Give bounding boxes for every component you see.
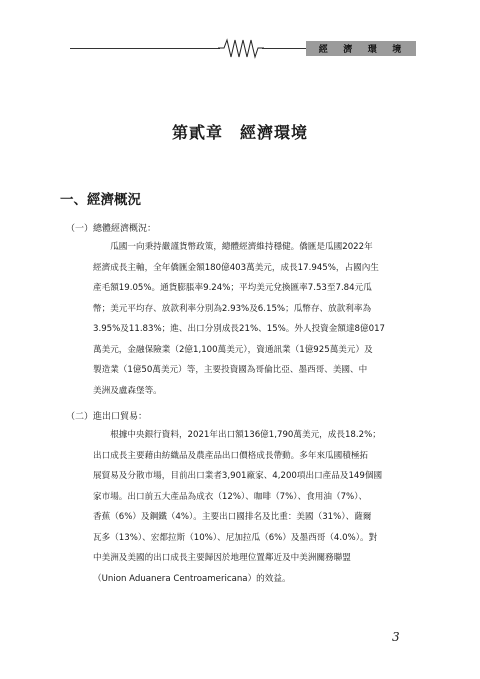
text-line: 美洲及盧森堡等。	[93, 385, 162, 396]
text-line: 瓦多（13%）、宏都拉斯（10%）、尼加拉瓜（6%）及墨西哥（4.0%）。對	[93, 532, 378, 543]
header-char: 境	[392, 45, 404, 55]
text-line: 萬美元，金融保險業（2億1,100萬美元），資通訊業（1億925萬美元）及	[93, 344, 373, 355]
zigzag-ornament-icon	[218, 38, 264, 60]
text-line: 根據中央銀行資料，2021年出口額136億1,790萬美元，成長18.2%；	[93, 430, 381, 440]
text-line: 3.95%及11.83%；進、出口分別成長21%、15%。外人投資金額達8億017	[93, 324, 386, 334]
running-header	[0, 0, 480, 80]
subsection-heading-1: （一）總體經濟概況：	[66, 224, 157, 234]
text-line: 幣；美元平均存、放款利率分別為2.93%及6.15%；瓜幣存、放款利率為	[93, 303, 372, 314]
text-line: 出口成長主要藉由紡織品及農產品出口價格成長帶動。多年來瓜國積極拓	[93, 450, 369, 461]
text-line: 瓜國一向秉持嚴謹貨幣政策，總體經濟維持穩健。僑匯是瓜國2022年	[93, 242, 373, 252]
header-rule-right	[262, 48, 307, 49]
header-section-label	[306, 41, 416, 56]
header-char: 濟	[343, 45, 355, 55]
text-line: 展貿易及分散市場，目前出口業者3,901廠家、4,200項出口產品及149個國	[93, 471, 383, 481]
text-line: 製造業（1億50萬美元）等，主要投資國為哥倫比亞、墨西哥、美國、中	[93, 365, 368, 375]
text-line: （Union Aduanera Centroamericana）的效益。	[93, 573, 291, 584]
subsection-heading-2: （二）進出口貿易：	[66, 412, 148, 422]
text-line: 家市場。出口前五大產品為成衣（12%）、咖啡（7%）、食用油（7%）、	[93, 491, 368, 502]
chapter-title: 第貳章 經濟環境	[171, 123, 308, 142]
header-rule-left	[70, 48, 220, 49]
page-number: 3	[392, 630, 400, 644]
text-line: 經濟成長主軸，全年僑匯金額180億403萬美元，成長17.945%，占國內生	[93, 262, 379, 273]
header-char: 經	[318, 45, 330, 55]
header-char: 環	[367, 45, 379, 55]
paragraph-trade	[93, 425, 419, 589]
section-heading: 一、經濟概況	[60, 192, 141, 208]
text-line: 中美洲及美國的出口成長主要歸因於地理位置鄰近及中美洲關務聯盟	[93, 553, 351, 563]
text-line: 香蕉（6%）及鋼鐵（4%）。主要出口國排名及比重：美國（31%）、薩爾	[93, 512, 372, 522]
text-line: 產毛額19.05%。通貨膨脹率9.24%；平均美元兌換匯率7.53至7.84元瓜	[93, 283, 372, 293]
paragraph-economic-overview	[93, 237, 419, 401]
